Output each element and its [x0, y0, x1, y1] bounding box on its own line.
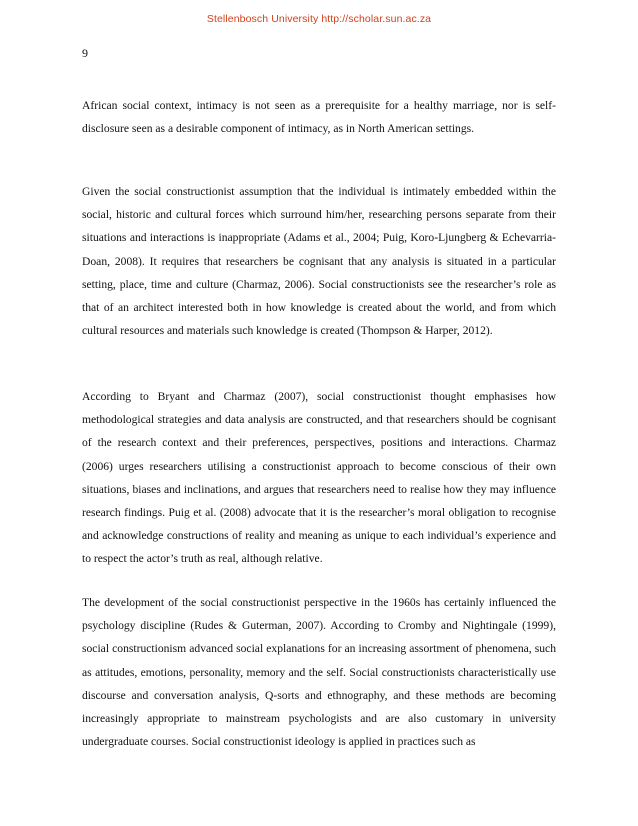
repository-header: Stellenbosch University http://scholar.sun.ac.za	[206, 13, 432, 25]
page-number: 9	[82, 46, 88, 60]
paragraph-4: The development of the social constructionist perspective in the 1960s has certainly influenced the psychology discipline (Rudes & Guterman, 2007). According to Cromby and Nightingale (1999), social constructionism advanced social explanations for an increasing assortment of phenomena, such as attitudes, emotions, personality, memory and the self. Social constructionists characteristically use discourse and conversation analysis, Q-sorts and ethnography, and these methods are becoming increasingly appropriate to mainstream psychologists and are also customary in university undergraduate courses. Social constructionist ideology is applied in practices such as	[82, 596, 556, 749]
paragraph-3: According to Bryant and Charmaz (2007), social constructionist thought emphasises how methodological strategies and data analysis are constructed, and that researchers should be cognisant of the research context and their preferences, perspectives, positions and interactions. Charmaz (2006) urges researchers utilising a constructionist approach to become conscious of their own situations, biases and inclinations, and argues that researchers need to realise how they may influence research findings. Puig et al. (2008) advocate that it is the researcher’s moral obligation to recognise and acknowledge constructions of reality and meaning as unique to each individual’s experience and to respect the actor’s truth as real, although relative.	[82, 390, 556, 566]
paragraph-2: Given the social constructionist assumption that the individual is intimately embedded within the social, historic and cultural forces which surround him/her, researching persons separate from their situations and interactions is inappropriate (Adams et al., 2004; Puig, Koro-Ljungberg & Echevarria-Doan, 2008). It requires that researchers be cognisant that any analysis is situated in a particular setting, place, time and culture (Charmaz, 2006). Social constructionists see the researcher’s role as that of an architect interested both in how knowledge is created about the world, and from which cultural resources and materials such knowledge is created (Thompson & Harper, 2012).	[82, 185, 556, 338]
paragraph-1: African social context, intimacy is not seen as a prerequisite for a healthy marriage, nor is self-disclosure seen as a desirable component of intimacy, as in North American settings.	[82, 99, 556, 136]
